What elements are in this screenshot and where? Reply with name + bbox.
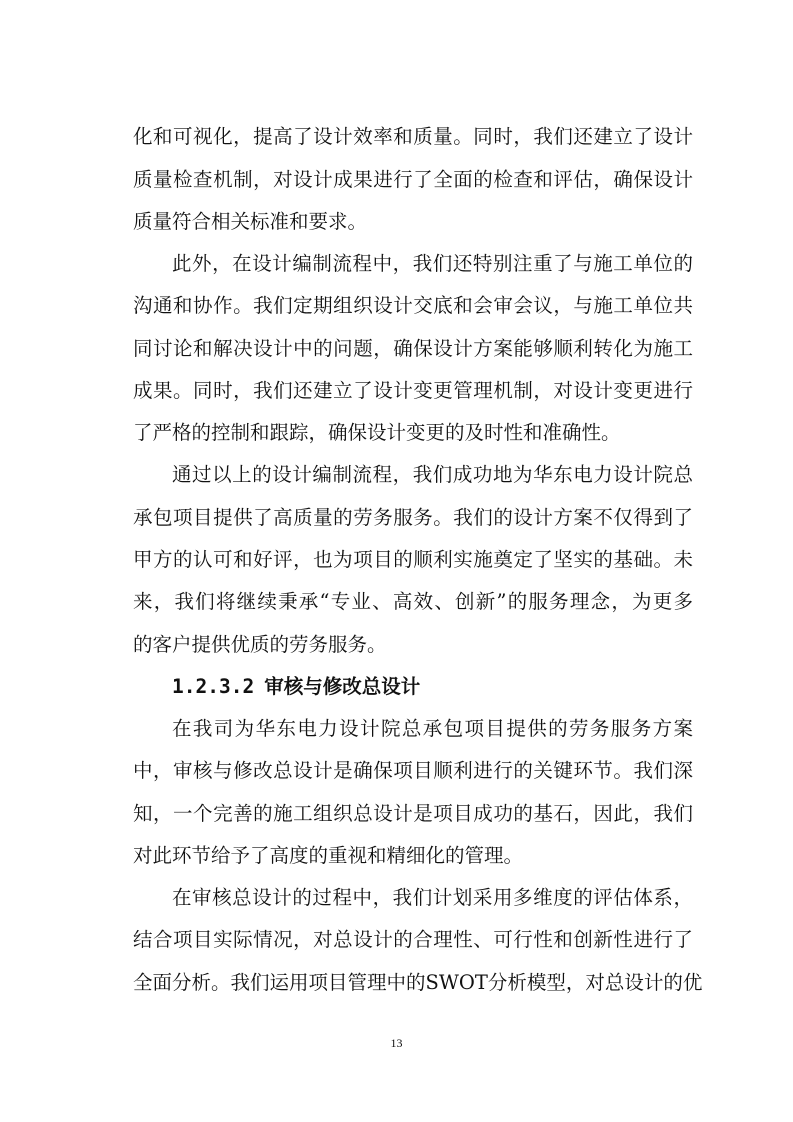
paragraph-3-line-2: 承包项目提供了高质量的劳务服务。我们的设计方案不仅得到了 (133, 506, 693, 529)
section-paragraph-1-line-4: 对此环节给予了高度的重视和精细化的管理。 (133, 844, 524, 867)
section-paragraph-1-line-1: 在我司为华东电力设计院总承包项目提供的劳务服务方案 (172, 717, 693, 740)
section-paragraph-1-line-2: 中，审核与修改总设计是确保项目顺利进行的关键环节。我们深 (133, 759, 693, 782)
paragraph-3-line-1: 通过以上的设计编制流程，我们成功地为华东电力设计院总 (172, 463, 693, 486)
paragraph-1-line-3: 质量符合相关标准和要求。 (133, 210, 368, 233)
section-heading-title: 审核与修改总设计 (264, 675, 421, 698)
paragraph-1-line-1: 化和可视化，提高了设计效率和质量。同时，我们还建立了设计 (133, 125, 693, 148)
section-heading (172, 677, 420, 697)
paragraph-2-line-3: 同讨论和解决设计中的问题，确保设计方案能够顺利转化为施工 (133, 337, 693, 360)
paragraph-1-line-2: 质量检查机制，对设计成果进行了全面的检查和评估，确保设计 (133, 168, 693, 191)
paragraph-2-line-2: 沟通和协作。我们定期组织设计交底和会审会议，与施工单位共 (133, 294, 693, 317)
paragraph-3-line-3: 甲方的认可和好评，也为项目的顺利实施奠定了坚实的基础。未 (133, 548, 693, 571)
section-paragraph-2-line-1: 在审核总设计的过程中，我们计划采用多维度的评估体系， (172, 886, 693, 909)
section-paragraph-1-line-3: 知，一个完善的施工组织总设计是项目成功的基石，因此，我们 (133, 802, 693, 825)
page-number: 13 (390, 1036, 403, 1050)
section-paragraph-2-line-3: 全面分析。我们运用项目管理中的SWOT分析模型，对总设计的优 (133, 971, 703, 994)
section-paragraph-2-line-2: 结合项目实际情况，对总设计的合理性、可行性和创新性进行了 (133, 928, 693, 951)
paragraph-2-line-5: 了严格的控制和跟踪，确保设计变更的及时性和准确性。 (133, 421, 621, 444)
paragraph-2-line-1: 此外，在设计编制流程中，我们还特别注重了与施工单位的 (172, 252, 693, 275)
paragraph-2-line-4: 成果。同时，我们还建立了设计变更管理机制，对设计变更进行 (133, 379, 693, 402)
section-heading-number: 1.2.3.2 (172, 675, 255, 698)
paragraph-3-line-4: 来，我们将继续秉承“专业、高效、创新”的服务理念，为更多 (133, 590, 693, 613)
paragraph-3-line-5: 的客户提供优质的劳务服务。 (133, 633, 387, 656)
